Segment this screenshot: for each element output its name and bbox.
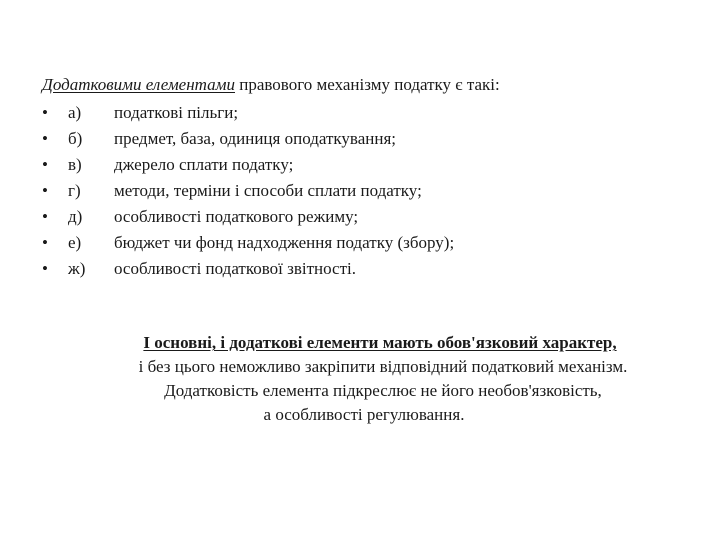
conclusion-line: Додатковість елемента підкреслює не його необов'язковість, [164, 381, 602, 400]
item-letter: г) [68, 181, 81, 200]
elements-list [42, 100, 454, 282]
item-text: предмет, база, одиниця оподаткування; [114, 129, 396, 148]
intro-rest: правового механізму податку є такі: [235, 75, 500, 94]
bullet-icon: • [42, 129, 48, 148]
item-letter: д) [68, 207, 83, 226]
item-letter: ж) [68, 259, 86, 278]
conclusion-line-bold: І основні, і додаткові елементи мають обов'язковий характер, [143, 333, 617, 352]
intro-sentence [42, 73, 500, 97]
list-item [42, 100, 454, 126]
item-text: джерело сплати податку; [114, 155, 294, 174]
list-item [42, 204, 454, 230]
bullet-icon: • [42, 155, 48, 174]
intro-emphasis: Додатковими елементами [42, 75, 235, 94]
bullet-icon: • [42, 259, 48, 278]
item-letter: б) [68, 129, 83, 148]
list-item [42, 178, 454, 204]
bullet-icon: • [42, 233, 48, 252]
item-letter: в) [68, 155, 82, 174]
conclusion-line: а особливості регулювання. [263, 405, 465, 424]
list-item [42, 256, 454, 282]
list-item [42, 126, 454, 152]
list-item [42, 230, 454, 256]
item-letter: а) [68, 103, 82, 122]
list-item [42, 152, 454, 178]
item-text: особливості податкової звітності. [114, 259, 356, 278]
bullet-icon: • [42, 181, 48, 200]
bullet-icon: • [42, 207, 48, 226]
bullet-icon: • [42, 103, 48, 122]
item-text: особливості податкового режиму; [114, 207, 359, 226]
conclusion-paragraph [40, 331, 720, 427]
conclusion-line: і без цього неможливо закріпити відповідний податковий механізм. [138, 357, 628, 376]
item-letter: е) [68, 233, 82, 252]
item-text: бюджет чи фонд надходження податку (збору); [114, 233, 455, 252]
item-text: податкові пільги; [114, 103, 239, 122]
item-text: методи, терміни і способи сплати податку; [114, 181, 422, 200]
